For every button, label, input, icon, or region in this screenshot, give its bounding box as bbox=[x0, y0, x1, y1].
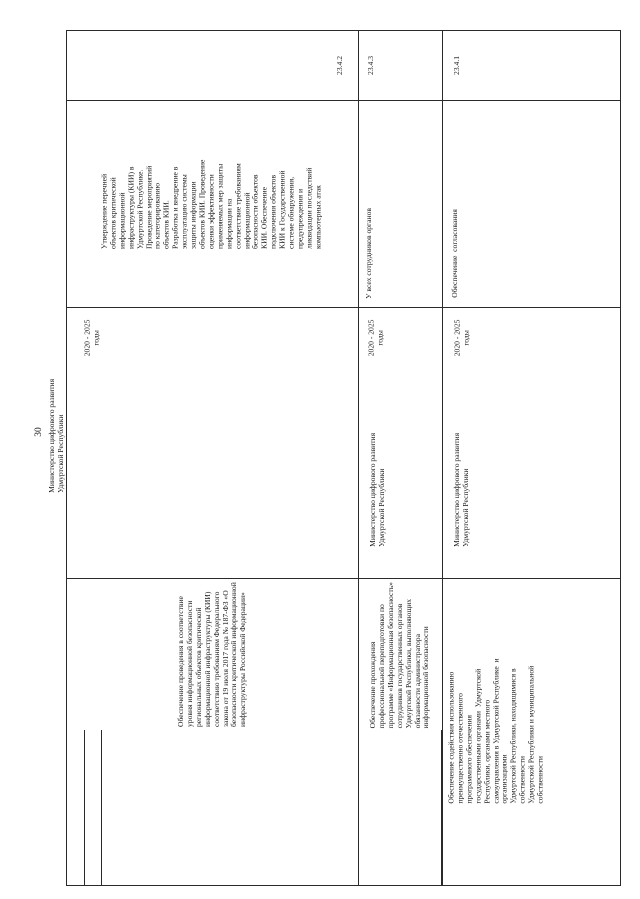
row-1-action-cell bbox=[66, 578, 358, 732]
row-2-action-cell bbox=[358, 578, 442, 732]
index-cell-line bbox=[84, 730, 85, 885]
index-cell-line bbox=[101, 730, 102, 885]
row-separator bbox=[66, 885, 621, 886]
row-3-result-text: Обеспечение согласования bbox=[449, 209, 459, 298]
row-2-action-text: Обеспечение прохождения профессиональной переподготовки по программе «Информационная безопасность» сотрудников государственных органов Удмуртской Республики, выполняющих обязанности администратора информационной безопасности bbox=[367, 581, 431, 729]
row-1-code-cell bbox=[322, 30, 358, 100]
row-3-period-text: 2020 - 2025 годы bbox=[452, 319, 471, 357]
row-1-action-text: Обеспечение проведения в соответствие уровня информационной безопасности региональных объектов критической информационной инфраструктуры (КИИ) соответствию требованиям Федерального закона от 19 июля 2017 года № 187-ФЗ «О безопасности критической информационной инфраструктуры Российской Федерации» bbox=[175, 582, 247, 728]
row-2-code-text: 23.4.3 bbox=[365, 55, 375, 75]
row-3-executor-cell bbox=[442, 420, 482, 560]
row-3-result-cell bbox=[444, 200, 466, 307]
row-1-executor-text: Министерство цифрового развития Удмуртской Республики bbox=[47, 378, 66, 493]
row-1-code-text: 23.4.2 bbox=[334, 55, 344, 75]
row-1-period-text: 2020 - 2025 годы bbox=[82, 319, 100, 357]
row-2-executor-text: Министерство цифрового развития Удмуртской Республики bbox=[368, 432, 387, 548]
row-1-result-cell bbox=[66, 102, 358, 307]
row-3-code-cell bbox=[446, 30, 468, 100]
row-1-result-text: Утверждение перечней объектов критической информационной инфраструктуры (КИИ) в Удмуртской Республике. Проведение мероприятий по категорированию объектов КИИ. Разработка и внедрение в эксплуатацию системы защиты информации объектов КИИ. Проведение оценки эффективности применяемых мер защиты информации на соответствие требованиям информационной безопасности объектов КИИ. Обеспечение подключения объектов КИИ к Государственной системе обнаружения, предупреждения и ликвидации последствий компьютерных атак bbox=[99, 159, 323, 250]
row-2-period-text: 2020 - 2025 годы bbox=[366, 319, 385, 357]
row-3-action-text: Обеспечение содействия использованию преимущественно отечественного программного обеспечения государственными органами Удмуртской Республики, органами местного самоуправления в Удмуртской Республике и организациями Удмуртской Республики, находящимися в собственности Удмуртской Республики и муниципальной собственности bbox=[447, 658, 546, 804]
row-2-result-cell bbox=[358, 200, 380, 307]
row-3-action-cell bbox=[442, 578, 552, 884]
column-separator bbox=[66, 100, 621, 101]
row-3-code-text: 23.4.1 bbox=[451, 55, 461, 75]
row-1-period-cell bbox=[66, 308, 118, 368]
table-border-bottom bbox=[620, 30, 621, 885]
row-3-executor-text: Министерство цифрового развития Удмуртской Республики bbox=[452, 432, 471, 548]
page-number: 30 bbox=[34, 427, 44, 437]
row-2-result-text: У всех сотрудников органов bbox=[363, 208, 373, 299]
row-2-code-cell bbox=[360, 30, 382, 100]
row-2-executor-cell bbox=[358, 420, 398, 560]
row-3-period-cell bbox=[444, 308, 480, 368]
row-2-period-cell bbox=[358, 308, 394, 368]
